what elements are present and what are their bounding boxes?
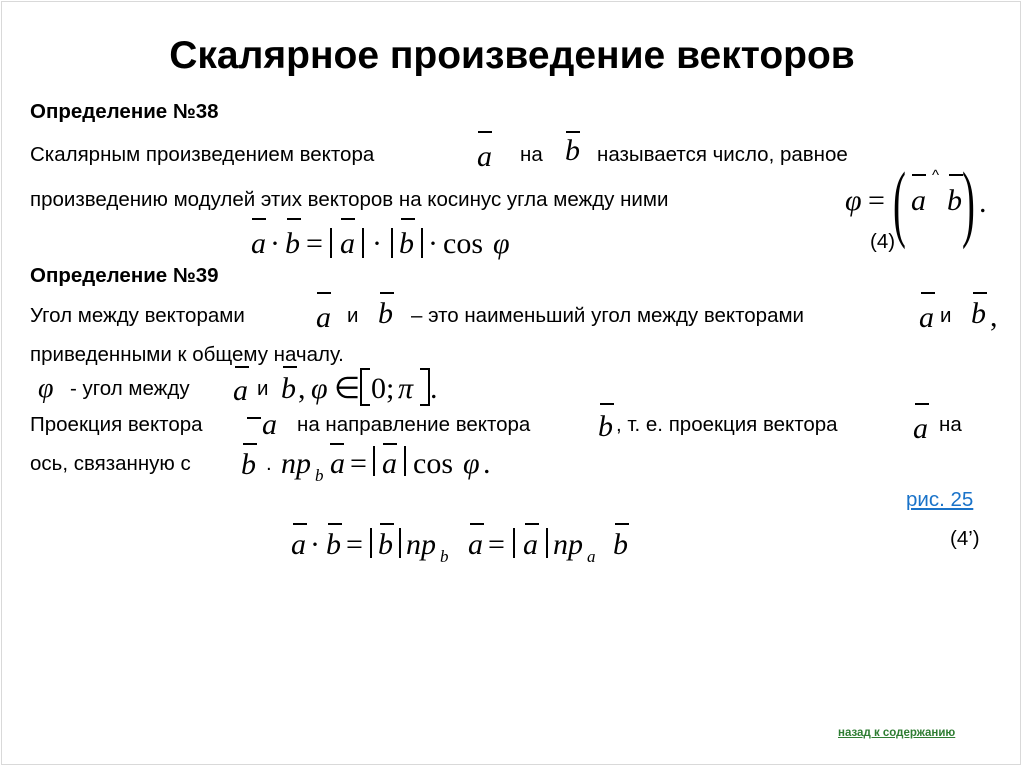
def38-text-1: Скалярным произведением вектора — [30, 143, 375, 166]
projection-operator: np — [281, 447, 311, 480]
vector-a: a — [233, 374, 248, 407]
period: . — [483, 447, 491, 480]
pi-symbol: π — [398, 372, 414, 405]
phi-symbol: φ — [493, 227, 510, 260]
vector-b: b — [613, 528, 628, 561]
interval-start: 0; — [371, 372, 395, 405]
vector-bar — [401, 218, 415, 220]
projection-operator: np — [406, 528, 436, 561]
projection-text-6: . — [266, 452, 272, 475]
phi-symbol: φ — [845, 184, 862, 217]
vector-b: b — [971, 297, 986, 330]
vector-bar — [380, 292, 394, 294]
projection-subscript-b: b — [440, 547, 449, 566]
abs-bar — [362, 228, 364, 258]
vector-bar — [470, 523, 484, 525]
vector-bar — [247, 417, 261, 419]
def38-text-4: произведению модулей этих векторов на косинус угла между ними — [30, 188, 669, 211]
dot-operator: · — [270, 227, 280, 260]
element-of-symbol: ∈ — [334, 372, 361, 405]
comma: , — [990, 300, 998, 333]
vector-a: a — [523, 528, 538, 561]
abs-bar — [391, 228, 393, 258]
vector-b: b — [378, 528, 393, 561]
right-bracket — [420, 368, 430, 406]
vector-bar — [478, 131, 492, 133]
vector-bar — [293, 523, 307, 525]
abs-bar — [546, 528, 548, 558]
vector-bar — [328, 523, 342, 525]
vector-a: a — [477, 140, 492, 173]
def39-text-3: – это наименьший угол между векторами — [411, 304, 805, 327]
period: . — [430, 372, 438, 405]
equals-sign: = — [868, 184, 885, 217]
vector-bar — [380, 523, 394, 525]
vector-bar — [341, 218, 355, 220]
vector-b: b — [281, 372, 296, 405]
vector-a: a — [262, 408, 277, 441]
abs-bar — [421, 228, 423, 258]
vector-bar — [973, 292, 987, 294]
projection-subscript-a: a — [587, 547, 596, 566]
def38-text-2: на — [520, 143, 543, 166]
definition-39-heading: Определение №39 — [30, 264, 219, 287]
vector-bar — [235, 366, 249, 368]
left-bracket — [360, 368, 370, 406]
vector-bar — [383, 443, 397, 445]
dot-operator: · — [428, 227, 438, 260]
projection-text-1: Проекция вектора — [30, 413, 203, 436]
vector-b: b — [285, 227, 300, 260]
vector-bar — [283, 366, 297, 368]
equals-sign: = — [306, 227, 323, 260]
projection-operator: np — [553, 528, 583, 561]
vector-bar — [287, 218, 301, 220]
vector-a: a — [468, 528, 483, 561]
left-paren: ( — [893, 154, 906, 250]
vector-a: a — [340, 227, 355, 260]
vector-bar — [525, 523, 539, 525]
vector-bar — [600, 403, 614, 405]
vector-b: b — [598, 410, 613, 443]
vector-bar — [566, 131, 580, 133]
vector-b: b — [326, 528, 341, 561]
def39-text-4: и — [940, 304, 952, 327]
vector-a: a — [911, 184, 926, 217]
figure-25-link[interactable]: рис. 25 — [906, 488, 974, 511]
projection-text-4: на — [939, 413, 962, 436]
definition-38-heading: Определение №38 — [30, 100, 219, 123]
phi-symbol: φ — [311, 372, 328, 405]
def39-text-7: и — [257, 377, 269, 400]
vector-a: a — [330, 447, 345, 480]
vector-a: a — [251, 227, 266, 260]
abs-bar — [373, 446, 375, 476]
vector-a: a — [316, 301, 331, 334]
projection-text-3: , т. е. проекция вектора — [616, 413, 838, 436]
right-paren: ) — [962, 154, 975, 250]
phi-symbol: φ — [463, 447, 480, 480]
vector-b: b — [947, 184, 962, 217]
equation-number-4: (4) — [870, 230, 896, 253]
vector-bar — [615, 523, 629, 525]
vector-bar — [921, 292, 935, 294]
vector-bar — [243, 443, 257, 445]
vector-b: b — [378, 297, 393, 330]
cos-function: cos — [443, 227, 483, 260]
vector-bar — [317, 292, 331, 294]
vector-bar — [252, 218, 266, 220]
vector-a: a — [913, 412, 928, 445]
cos-function: cos — [413, 447, 453, 480]
comma: , — [298, 372, 306, 405]
equals-sign: = — [346, 528, 363, 561]
equals-sign: = — [488, 528, 505, 561]
dot-operator: · — [310, 528, 320, 561]
abs-bar — [404, 446, 406, 476]
dot-operator: · — [372, 227, 382, 260]
abs-bar — [513, 528, 515, 558]
vector-a: a — [291, 528, 306, 561]
vector-bar — [915, 403, 929, 405]
def39-text-6: - угол между — [70, 377, 190, 400]
vector-bar — [912, 174, 926, 176]
phi-symbol: φ — [38, 373, 54, 404]
def39-text-2: и — [347, 304, 359, 327]
projection-subscript-b: b — [315, 466, 324, 485]
vector-bar — [949, 174, 963, 176]
angle-hat: ^ — [932, 167, 940, 184]
projection-text-2: на направление вектора — [297, 413, 531, 436]
vector-a: a — [382, 447, 397, 480]
abs-bar — [399, 528, 401, 558]
equals-sign: = — [350, 447, 367, 480]
vector-bar — [330, 443, 344, 445]
projection-text-5: ось, связанную с — [30, 452, 191, 475]
def39-text-1: Угол между векторами — [30, 304, 245, 327]
def38-text-3: называется число, равное — [597, 143, 848, 166]
abs-bar — [370, 528, 372, 558]
vector-b: b — [241, 448, 256, 481]
slide-title: Скалярное произведение векторов — [169, 34, 855, 77]
back-to-contents-link[interactable]: назад к содержанию — [838, 727, 956, 739]
abs-bar — [330, 228, 332, 258]
vector-a: a — [919, 301, 934, 334]
equation-number-4-prime: (4’) — [950, 527, 980, 550]
vector-b: b — [399, 227, 414, 260]
vector-b: b — [565, 134, 580, 167]
def39-text-5: приведенными к общему началу. — [30, 343, 344, 366]
period: . — [979, 186, 987, 219]
